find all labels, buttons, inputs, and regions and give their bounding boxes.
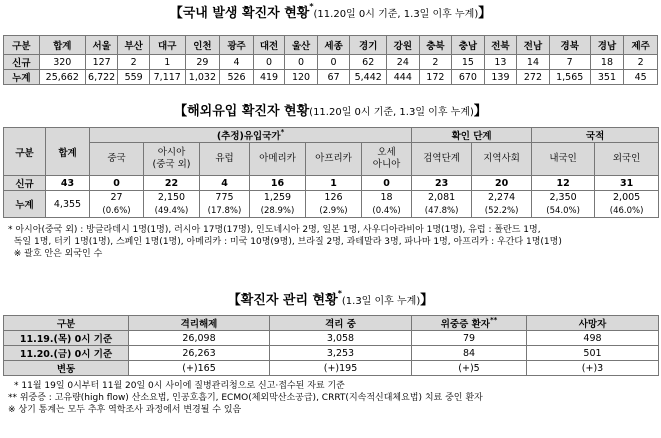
table-cell: 2,081 xyxy=(412,191,472,205)
sub-header: 검역단계 xyxy=(412,143,472,176)
table-cell: 2 xyxy=(624,55,658,70)
pct-cell: (28.9%) xyxy=(250,205,306,218)
hdr-gubun: 구분 xyxy=(4,316,129,331)
table-cell: 25,662 xyxy=(39,70,85,85)
row-label: 신규 xyxy=(4,176,46,191)
table-cell: 15 xyxy=(452,55,485,70)
col-header: 경남 xyxy=(590,36,624,55)
table-cell: 27 xyxy=(90,191,144,205)
table-cell: 320 xyxy=(39,55,85,70)
sub-header: 내국인 xyxy=(532,143,595,176)
pct-cell: (17.8%) xyxy=(200,205,250,218)
col-header: 대전 xyxy=(253,36,284,55)
table-cell: 14 xyxy=(517,55,550,70)
table-cell: 2,350 xyxy=(532,191,595,205)
col-header: 합계 xyxy=(39,36,85,55)
table-cell: (+)165 xyxy=(129,361,270,376)
table-cell: 31 xyxy=(595,176,659,191)
table-cell: 79 xyxy=(412,331,527,346)
note-line: * 11월 19일 0시부터 11월 20일 0시 사이에 질병관리청으로 신고‧접수된 자료 기준 xyxy=(14,381,345,391)
table-cell: 7,117 xyxy=(149,70,185,85)
table-cell: 0 xyxy=(90,176,144,191)
table-cell: 62 xyxy=(350,55,387,70)
table-cell: 1,565 xyxy=(549,70,590,85)
management-title: 【확진자 관리 현황*(1.3일 이후 누계)】 xyxy=(227,289,434,308)
overseas-title: 【해외유입 확진자 현황(11.20일 0시 기준, 1.3일 이후 누계)】 xyxy=(174,104,487,119)
col-header: 인천 xyxy=(185,36,220,55)
table-cell: 172 xyxy=(419,70,452,85)
note-line: ※ 괄호 안은 외국인 수 xyxy=(8,249,103,259)
table-cell: 23 xyxy=(412,176,472,191)
row-label: 변동 xyxy=(4,361,129,376)
row-total: 4,355 xyxy=(46,191,90,218)
sub-header: 중국 xyxy=(90,143,144,176)
table-cell: 1,259 xyxy=(250,191,306,205)
col-header: 부산 xyxy=(118,36,149,55)
table-cell: 2,005 xyxy=(595,191,659,205)
table-cell: 16 xyxy=(250,176,306,191)
table-cell: 6,722 xyxy=(85,70,118,85)
table-cell: 4 xyxy=(220,55,254,70)
sub-header: 오세 아니아 xyxy=(362,143,412,176)
note-line: ** 위중증 : 고유량(high flow) 산소요법, 인공호흡기, ECMO(체외막산소공급), CRRT(지속적신대체요법) 치료 중인 환자 xyxy=(8,393,483,403)
table-cell: 2,274 xyxy=(472,191,532,205)
table-cell: 45 xyxy=(624,70,658,85)
pct-cell: (52.2%) xyxy=(472,205,532,218)
hdr-isolated: 격리 중 xyxy=(270,316,412,331)
table-cell: 351 xyxy=(590,70,624,85)
col-header: 충남 xyxy=(452,36,485,55)
note-line: 독일 1명, 터키 1명(1명), 스페인 1명(1명), 아메리카 : 미국 10명(9명), 브라질 2명, 과테말라 3명, 파나마 1명, 아프리카 : 우간다 1명(1명) xyxy=(8,237,562,247)
table-cell: 4 xyxy=(200,176,250,191)
table-cell: 29 xyxy=(185,55,220,70)
pct-cell: (46.0%) xyxy=(595,205,659,218)
hdr-nationality: 국적 xyxy=(532,128,659,143)
sub-header: 아메리카 xyxy=(250,143,306,176)
col-header: 서울 xyxy=(85,36,118,55)
table-cell: 0 xyxy=(253,55,284,70)
table-cell: 1,032 xyxy=(185,70,220,85)
table-cell: 501 xyxy=(527,346,659,361)
table-cell: 67 xyxy=(317,70,350,85)
sub-header: 아시아 (중국 외) xyxy=(144,143,200,176)
table-cell: 775 xyxy=(200,191,250,205)
table-cell: 26,098 xyxy=(129,331,270,346)
pct-cell: (2.9%) xyxy=(306,205,362,218)
col-header: 강원 xyxy=(387,36,420,55)
table-cell: 84 xyxy=(412,346,527,361)
table-cell: 526 xyxy=(220,70,254,85)
col-header: 울산 xyxy=(285,36,318,55)
overseas-notes xyxy=(8,224,562,260)
table-cell: 670 xyxy=(452,70,485,85)
pct-cell: (47.8%) xyxy=(412,205,472,218)
row-label: 누계 xyxy=(4,191,46,218)
table-cell: 5,442 xyxy=(350,70,387,85)
hdr-deaths: 사망자 xyxy=(527,316,659,331)
table-cell: 120 xyxy=(285,70,318,85)
table-cell: 272 xyxy=(517,70,550,85)
sub-header: 아프리카 xyxy=(306,143,362,176)
note-line: * 아시아(중국 외) : 방글라데시 1명(1명), 러시아 17명(17명), 인도네시아 2명, 일본 1명, 사우디아라비아 1명(1명), 유럽 : 폴란드 1명, xyxy=(8,225,541,235)
hdr-released: 격리해제 xyxy=(129,316,270,331)
sub-header: 지역사회 xyxy=(472,143,532,176)
table-cell: 1 xyxy=(149,55,185,70)
hdr-region: (추정)유입국가* xyxy=(90,128,412,143)
hdr-total: 합계 xyxy=(46,128,90,176)
col-header: 전북 xyxy=(484,36,517,55)
table-cell: 22 xyxy=(144,176,200,191)
sub-header: 유럽 xyxy=(200,143,250,176)
domestic-title: 【국내 발생 확진자 현황*(11.20일 0시 기준, 1.3일 이후 누계)】 xyxy=(169,2,492,21)
overseas-table xyxy=(3,127,659,218)
management-table xyxy=(3,315,659,376)
table-cell: 12 xyxy=(532,176,595,191)
table-cell: 3,058 xyxy=(270,331,412,346)
col-header: 충북 xyxy=(419,36,452,55)
table-cell: (+)3 xyxy=(527,361,659,376)
row-total: 43 xyxy=(46,176,90,191)
row-label: 11.20.(금) 0시 기준 xyxy=(4,346,129,361)
table-cell: 444 xyxy=(387,70,420,85)
pct-cell: (49.4%) xyxy=(144,205,200,218)
col-header: 제주 xyxy=(624,36,658,55)
row-label: 11.19.(목) 0시 기준 xyxy=(4,331,129,346)
col-header: 경북 xyxy=(549,36,590,55)
pct-cell: (0.4%) xyxy=(362,205,412,218)
table-cell: 2 xyxy=(118,55,149,70)
row-label: 신규 xyxy=(4,55,40,70)
pct-cell: (0.6%) xyxy=(90,205,144,218)
table-cell: 13 xyxy=(484,55,517,70)
table-cell: 419 xyxy=(253,70,284,85)
pct-cell: (54.0%) xyxy=(532,205,595,218)
note-line: ※ 상기 통계는 모두 추후 역학조사 과정에서 변경될 수 있음 xyxy=(8,405,242,415)
table-cell: 18 xyxy=(590,55,624,70)
table-cell: (+)5 xyxy=(412,361,527,376)
table-cell: 24 xyxy=(387,55,420,70)
col-header: 광주 xyxy=(220,36,254,55)
col-header: 대구 xyxy=(149,36,185,55)
col-header: 경기 xyxy=(350,36,387,55)
table-cell: 3,253 xyxy=(270,346,412,361)
table-cell: 18 xyxy=(362,191,412,205)
hdr-gubun: 구분 xyxy=(4,128,46,176)
hdr-severe: 위중증 환자** xyxy=(412,316,527,331)
table-cell: 0 xyxy=(285,55,318,70)
table-cell: 0 xyxy=(362,176,412,191)
col-header: 구분 xyxy=(4,36,40,55)
management-notes xyxy=(8,380,483,416)
table-cell: 0 xyxy=(317,55,350,70)
table-cell: 26,263 xyxy=(129,346,270,361)
col-header: 세종 xyxy=(317,36,350,55)
table-cell: 7 xyxy=(549,55,590,70)
domestic-table xyxy=(3,35,658,85)
row-label: 누계 xyxy=(4,70,40,85)
table-cell: 498 xyxy=(527,331,659,346)
table-cell: 559 xyxy=(118,70,149,85)
table-cell: (+)195 xyxy=(270,361,412,376)
table-cell: 126 xyxy=(306,191,362,205)
table-cell: 127 xyxy=(85,55,118,70)
hdr-confirm-stage: 확인 단계 xyxy=(412,128,532,143)
table-cell: 2,150 xyxy=(144,191,200,205)
table-cell: 2 xyxy=(419,55,452,70)
sub-header: 외국인 xyxy=(595,143,659,176)
col-header: 전남 xyxy=(517,36,550,55)
table-cell: 20 xyxy=(472,176,532,191)
table-cell: 1 xyxy=(306,176,362,191)
table-cell: 139 xyxy=(484,70,517,85)
